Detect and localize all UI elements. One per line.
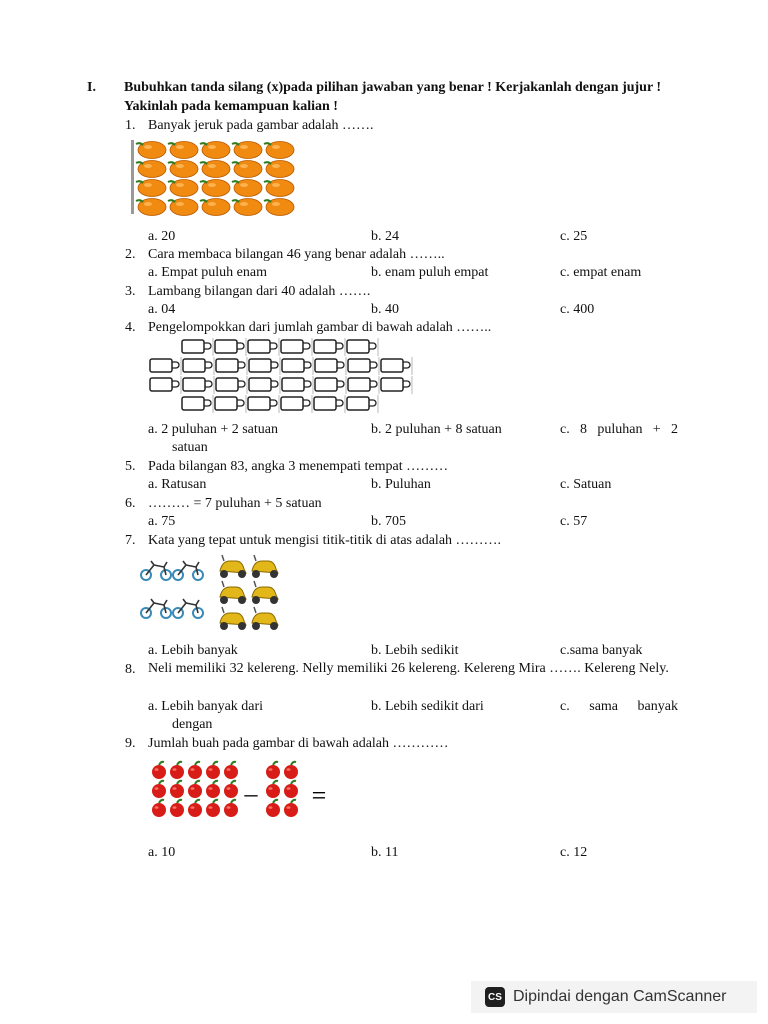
apple-icon: [284, 800, 298, 817]
cup-icon: [183, 376, 214, 394]
question-5-number: 5.: [125, 459, 136, 474]
cup-icon: [314, 338, 345, 356]
cup-icon: [216, 357, 247, 375]
question-6-choice-b[interactable]: b. 705: [371, 514, 406, 529]
cup-icon: [347, 395, 378, 413]
apple-icon: [170, 800, 184, 817]
cup-icon: [182, 338, 213, 356]
orange-icon: [264, 161, 294, 178]
apple-icon: [284, 762, 298, 779]
question-1-choice-b[interactable]: b. 24: [371, 229, 399, 244]
cup-icon: [216, 376, 247, 394]
cup-icon: [150, 376, 181, 394]
picture-edge: [131, 140, 134, 214]
apple-icon: [224, 800, 238, 817]
cup-icon: [281, 338, 312, 356]
orange-icon: [136, 161, 166, 178]
apple-icon: [152, 800, 166, 817]
cup-icon: [183, 357, 214, 375]
question-6-text: ……… = 7 puluhan + 5 satuan: [148, 496, 322, 511]
orange-icon: [168, 142, 198, 159]
cup-icon: [249, 357, 280, 375]
question-7-choice-c[interactable]: c.sama banyak: [560, 643, 643, 658]
orange-icon: [136, 142, 166, 159]
question-9-text: Jumlah buah pada gambar di bawah adalah …………: [148, 736, 449, 751]
question-1-text: Banyak jeruk pada gambar adalah …….: [148, 118, 374, 133]
bicycle-icon: [173, 561, 203, 580]
section-number: I.: [87, 80, 96, 95]
question-8-choice-a[interactable]: a. Lebih banyak dari: [148, 699, 264, 714]
apple-icon: [206, 781, 220, 798]
apple-icon: [170, 762, 184, 779]
apple-icon: [152, 781, 166, 798]
orange-icon: [200, 161, 230, 178]
cup-icon: [315, 357, 346, 375]
cup-icon: [282, 376, 313, 394]
orange-icon: [232, 161, 262, 178]
question-4-text: Pengelompokkan dari jumlah gambar di bawah adalah ……..: [148, 320, 492, 335]
camscanner-watermark: [471, 981, 757, 1013]
question-8-choice-b[interactable]: b. Lebih sedikit dari: [371, 699, 484, 714]
question-7-choice-a[interactable]: a. Lebih banyak: [148, 643, 238, 658]
apple-icon: [206, 800, 220, 817]
question-8-text: Neli memiliki 32 kelereng. Nelly memiliki 26 kelereng. Kelereng Mira ……. Kelereng Nely.: [148, 661, 669, 676]
cup-icon: [150, 357, 181, 375]
question-6-number: 6.: [125, 496, 136, 511]
apple-icon: [206, 762, 220, 779]
question-7-number: 7.: [125, 533, 136, 548]
camscanner-logo-icon: CS: [485, 987, 505, 1007]
question-3-text: Lambang bilangan dari 40 adalah …….: [148, 284, 371, 299]
question-3-choice-a[interactable]: a. 04: [148, 302, 176, 317]
question-5-text: Pada bilangan 83, angka 3 menempati tempat ………: [148, 459, 449, 474]
apple-icon: [266, 762, 280, 779]
question-4-number: 4.: [125, 320, 136, 335]
orange-icon: [168, 180, 198, 197]
question-2-number: 2.: [125, 247, 136, 262]
question-7-text: Kata yang tepat untuk mengisi titik-titik di atas adalah ……….: [148, 533, 502, 548]
question-2-choice-a[interactable]: a. Empat puluh enam: [148, 265, 267, 280]
orange-icon: [168, 199, 198, 216]
orange-icon: [232, 180, 262, 197]
apple-icon: [266, 800, 280, 817]
cup-icon: [381, 357, 412, 375]
question-4-choice-a[interactable]: a. 2 puluhan + 2 satuan: [148, 422, 278, 437]
oranges-picture: [130, 138, 298, 218]
orange-icon: [136, 180, 166, 197]
equals-sign: =: [311, 781, 327, 810]
question-3-choice-b[interactable]: b. 40: [371, 302, 399, 317]
question-1-choice-a[interactable]: a. 20: [148, 229, 176, 244]
scooter-icon: [220, 555, 246, 578]
cup-icon: [314, 395, 345, 413]
cup-icon: [348, 357, 379, 375]
cup-icon: [248, 338, 279, 356]
scooter-icon: [220, 607, 246, 630]
question-5-choice-a[interactable]: a. Ratusan: [148, 477, 207, 492]
cup-icon: [347, 338, 378, 356]
question-9-number: 9.: [125, 736, 136, 751]
scooter-icon: [220, 581, 246, 604]
apple-icon: [224, 781, 238, 798]
question-7-choice-b[interactable]: b. Lebih sedikit: [371, 643, 459, 658]
question-8-choice-a-cont: dengan: [172, 717, 213, 732]
question-9-choice-b[interactable]: b. 11: [371, 845, 399, 860]
question-4-choice-c[interactable]: c. 8 puluhan + 2: [560, 422, 678, 437]
orange-icon: [200, 142, 230, 159]
apple-icon: [152, 762, 166, 779]
cup-icon: [381, 376, 412, 394]
question-3-choice-c[interactable]: c. 400: [560, 302, 595, 317]
question-5-choice-c[interactable]: c. Satuan: [560, 477, 612, 492]
question-9-choice-a[interactable]: a. 10: [148, 845, 176, 860]
apple-icon: [188, 762, 202, 779]
cups-picture: [145, 336, 420, 416]
section-instruction: Bubuhkan tanda silang (x)pada pilihan jawaban yang benar ! Kerjakanlah dengan jujur ! Yakinlah pada kemampuan kalian !: [124, 80, 662, 114]
cup-icon: [248, 395, 279, 413]
apple-icon: [266, 781, 280, 798]
bicycle-icon: [173, 599, 203, 618]
scooter-icon: [252, 607, 278, 630]
question-1-choice-c[interactable]: c. 25: [560, 229, 588, 244]
question-6-choice-a[interactable]: a. 75: [148, 514, 176, 529]
apple-icon: [170, 781, 184, 798]
question-2-choice-b[interactable]: b. enam puluh empat: [371, 265, 489, 280]
bicycle-icon: [141, 561, 171, 580]
scooter-icon: [252, 555, 278, 578]
question-8-number: 8.: [125, 662, 136, 677]
orange-icon: [264, 142, 294, 159]
question-8-choice-c[interactable]: c. sama banyak: [560, 699, 678, 714]
bikes-scooters-picture: [140, 553, 285, 635]
orange-icon: [200, 180, 230, 197]
cup-icon: [215, 338, 246, 356]
question-1-number: 1.: [125, 118, 136, 133]
orange-icon: [136, 199, 166, 216]
orange-icon: [232, 199, 262, 216]
orange-icon: [232, 142, 262, 159]
scooter-icon: [252, 581, 278, 604]
bicycle-icon: [141, 599, 171, 618]
question-3-number: 3.: [125, 284, 136, 299]
cup-icon: [282, 357, 313, 375]
orange-icon: [264, 180, 294, 197]
cup-icon: [348, 376, 379, 394]
cup-icon: [281, 395, 312, 413]
camscanner-text: Dipindai dengan CamScanner: [513, 988, 727, 1005]
question-9-choice-c[interactable]: c. 12: [560, 845, 588, 860]
minus-sign: –: [244, 779, 258, 808]
apple-icon: [224, 762, 238, 779]
question-4-choice-b[interactable]: b. 2 puluhan + 8 satuan: [371, 422, 502, 437]
apple-icon: [188, 781, 202, 798]
cup-icon: [215, 395, 246, 413]
orange-icon: [264, 199, 294, 216]
orange-icon: [200, 199, 230, 216]
question-6-choice-c[interactable]: c. 57: [560, 514, 588, 529]
question-2-text: Cara membaca bilangan 46 yang benar adalah ……..: [148, 247, 445, 262]
apple-icon: [188, 800, 202, 817]
orange-icon: [168, 161, 198, 178]
question-4-choice-a-cont: satuan: [172, 440, 208, 455]
question-5-choice-b[interactable]: b. Puluhan: [371, 477, 431, 492]
apples-picture: [148, 760, 338, 828]
question-2-choice-c[interactable]: c. empat enam: [560, 265, 642, 280]
apple-icon: [284, 781, 298, 798]
cup-icon: [315, 376, 346, 394]
cup-icon: [249, 376, 280, 394]
cup-icon: [182, 395, 213, 413]
